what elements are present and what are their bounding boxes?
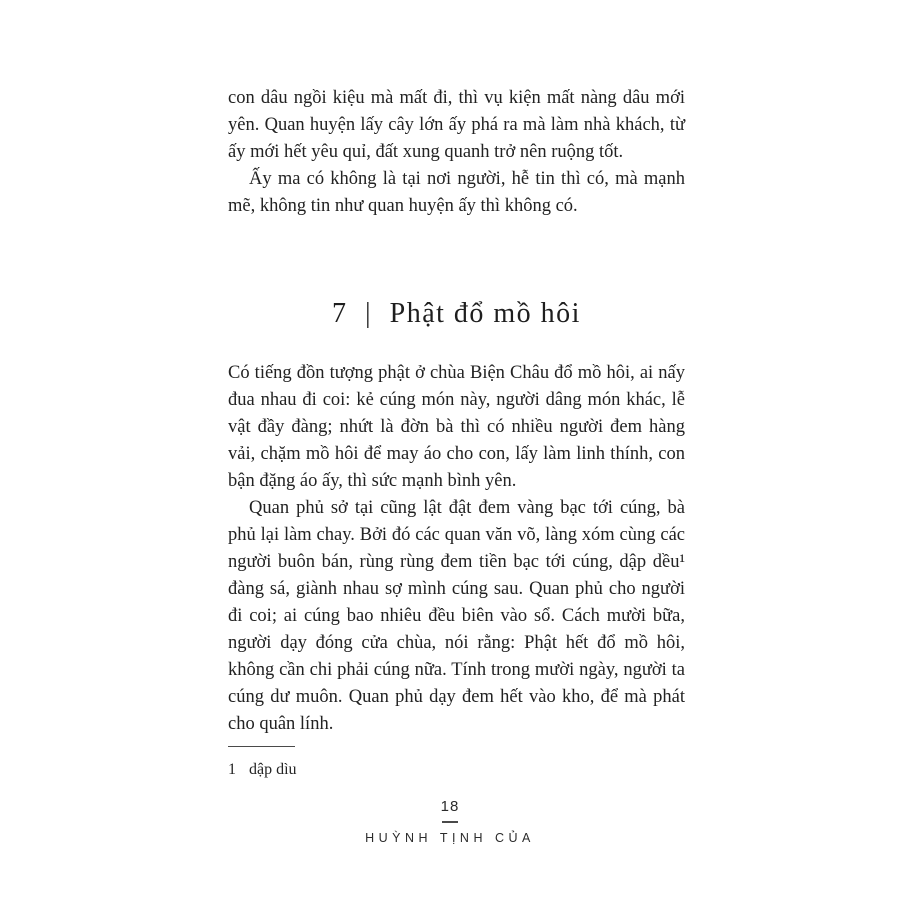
paragraph: Ấy ma có không là tại nơi người, hễ tin thì có, mà mạnh mẽ, không tin như quan huyện ấy thì không có. (228, 169, 685, 216)
author-name: HUỲNH TỊNH CỦA (365, 831, 535, 845)
paragraph-continuation: con dâu ngồi kiệu mà mất đi, thì vụ kiện mất nàng dâu mới yên. Quan huyện lấy cây lớn ấy phá ra mà làm nhà khách, từ ấy mới hết yêu quỉ, đất xung quanh trở nên ruộng tốt. (228, 88, 685, 162)
text-column (228, 0, 685, 781)
footnote (228, 746, 685, 781)
footnote-marker: 1 (228, 761, 236, 778)
chapter-heading (228, 292, 685, 336)
paragraph: Quan phủ sở tại cũng lật đật đem vàng bạc tới cúng, bà phủ lại làm chay. Bởi đó các quan văn võ, làng xóm cùng các người buôn bán, rùng rùng đem tiền bạc tới cúng, dập dều¹ đàng sá, giành nhau sợ mình cúng sau. Quan phủ cho người đi coi; ai cúng bao nhiêu đều biên vào sổ. Cách mười bữa, người dạy đóng cửa chùa, nói rằng: Phật hết đổ mồ hôi, không cần chi phải cúng nữa. Tính trong mười ngày, người ta cúng dư muôn. Quan phủ dạy đem hết vào kho, để mà phát cho quân lính. (228, 498, 685, 734)
page-footer (0, 799, 900, 845)
footnote-text: dập dìu (249, 761, 297, 778)
footnote-entry (228, 759, 685, 781)
paragraph: Có tiếng đồn tượng phật ở chùa Biện Châu đổ mồ hôi, ai nấy đua nhau đi coi: kẻ cúng món này, người dâng món khác, lễ vật đầy đàng; nhứt là đờn bà thì có nhiều người đem hàng vải, chặm mồ hôi để may áo cho con, lấy làm linh thính, con bận đặng áo ấy, thì sức mạnh bình yên. (228, 363, 685, 491)
footer-divider (442, 821, 458, 823)
chapter-separator: | (365, 298, 373, 329)
footnote-divider (228, 746, 295, 747)
page-number: 18 (440, 798, 460, 815)
chapter-number: 7 (332, 298, 348, 329)
chapter-title: Phật đổ mồ hôi (389, 298, 581, 329)
